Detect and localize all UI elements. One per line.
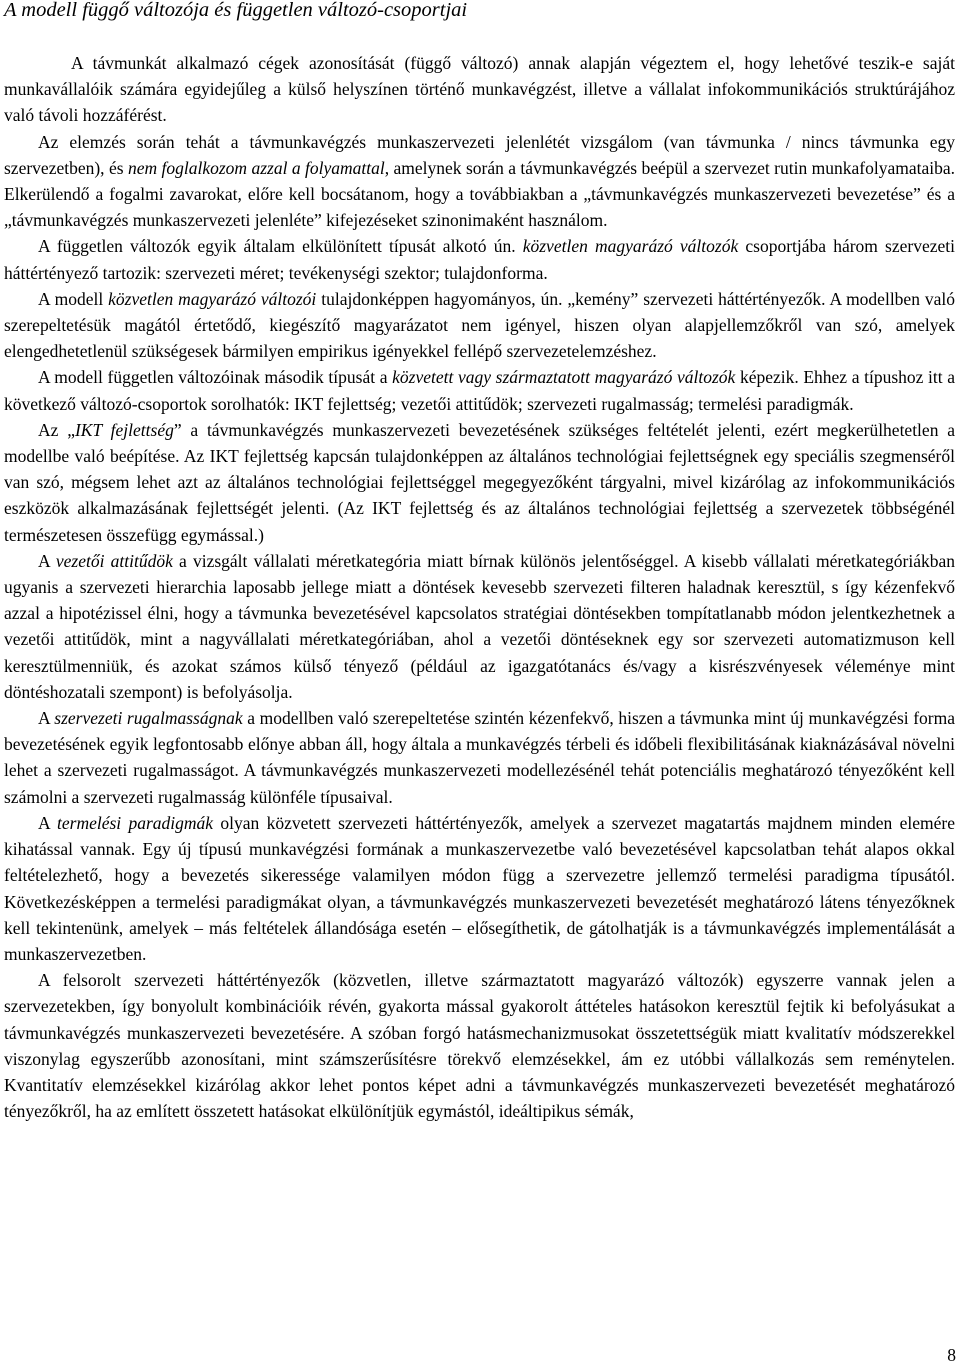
italic-term: közvetlen magyarázó változók: [522, 236, 739, 257]
text-run: A felsorolt szervezeti háttértényezők (közvetlen, illetve származtatott magyarázó változók) egyszerre vannak jelen a szervezetekben, így bonyolult kombinációik révén, gyakorta mással gyakorolt áttételes hatásokon keresztül fejtik ki befolyásukat a távmunkavégzés munkaszervezeti bevezetésére. A szóban forgó hatásmechanizmusokat összetettségük miatt kvalitatív módszerekkel viszonylag egyszerűbb azonosítani, mint számszerűsítésre törekvő elemzésekkel, ám ez utóbbi vállalkozás sem reménytelen. Kvantitatív elemzésekkel kizárólag akkor lehet pontos képet adni a távmunkavégzés munkaszervezeti bevezetését meghatározó tényezőkről, ha az említett összetett hatásokat elkülönítjük egymástól, ideáltipikus sémák,: [4, 970, 955, 1122]
text-run: Az „: [38, 419, 75, 440]
text-run: A: [38, 708, 55, 729]
paragraph: [4, 548, 955, 705]
body-text: [4, 50, 955, 1124]
paragraph: [4, 286, 955, 365]
text-run: a vizsgált vállalati méretkategória miatt bírnak különös jelentőséggel. A kisebb vállalati méretkategóriákban ugyanis a szervezeti hierarchia laposabb jellege miatt a döntések kevesebb szervezeti filteren haladnak keresztül, s így kézenfekvő azzal a hipotézissel élni, hogy a távmunka bevezetésével kapcsolatos stratégiai döntésekben tompítatlanabb módon jelentkezhetnek a vezetői attitűdök, mint a nagyvállalati méretkategóriában, ahol a vezetői döntéseknek egy sor szervezeti automatizmuson kell keresztülmenniük, és azokat számos külső tényező (például az igazgatótanács és/vagy a kisrészvényesek véleménye mint döntéshozatali szempont) is befolyásolja.: [4, 550, 955, 702]
paragraph: [4, 705, 955, 810]
italic-term: nem foglalkozom azzal a folyamattal: [127, 157, 385, 178]
paragraph: [4, 810, 955, 967]
text-run: A: [38, 812, 58, 833]
paragraph: [4, 233, 955, 285]
text-run: , amelynek során a távmunkavégzés beépül a szervezet rutin munkafolyamataiba. Elkerülendő a fogalmi zavarokat, előre kell bocsátanom, hogy a továbbiakban a „távmunkavégzés munkaszervezeti bevezetése” és a „távmunkavégzés munkaszervezeti jelenléte” kifejezéseket szinonimaként használom.: [4, 157, 955, 231]
text-run: A távmunkát alkalmazó cégek azonosítását (függő változó) annak alapján végeztem el, hogy lehetővé teszik-e saját munkavállalóik számára egyidejűleg a külső helyszínen történő munkavégzést, illetve a vállalat infokommunikációs struktúrájához való távoli hozzáférést.: [4, 53, 955, 126]
paragraph: [4, 129, 955, 234]
italic-term: termelési paradigmák: [57, 812, 214, 833]
text-run: képezik. Ehhez a típushoz itt a következő változó-csoportok sorolhatók: IKT fejlettség; vezetői attitűdök; szervezeti rugalmasság; termelési paradigmák.: [4, 367, 956, 414]
italic-term: közvetlen magyarázó változói: [108, 288, 317, 309]
italic-term: közvetett vagy származtatott magyarázó változók: [392, 367, 736, 388]
text-run: tulajdonképpen hagyományos, ún. „kemény” szervezeti háttértényezők. A modellben való szerepeltetésük magától értetődő, kiegészítő magyarázatot nem igényel, hiszen olyan alapjellemzőkről van szó, amelyek elengedhetetlenül szükségesek bármilyen empirikus igényekkel fellépő szervezetelemzéshez.: [4, 288, 956, 362]
paragraph: [4, 364, 955, 416]
paragraph: [4, 50, 955, 129]
italic-term: IKT fejlettség: [74, 419, 174, 440]
page-number: 8: [947, 1345, 956, 1365]
italic-term: vezetői attitűdök: [55, 550, 173, 571]
paragraph: [4, 417, 955, 548]
text-run: olyan közvetett szervezeti háttértényezők, amelyek a szervezet magatartás majdnem minden elemére kihatással vannak. Egy új típusú munkavégzési formának a munkaszervezetbe való bevezetésével kapcsolatban tehát alapos okkal feltételezhető, hogy a bevezetés sikeressége valamilyen módon függ a szervezetre jellemző termelési paradigma típusától. Következésképpen a termelési paradigmákat olyan, a távmunkavégzés munkaszervezeti bevezetését meghatározó látens tényezőknek kell tekintenünk, amelyek – más feltételek állandósága esetén – elősegíthetik, de gátolhatják is a távmunkavégzés implementálását a munkaszervezetben.: [4, 812, 955, 964]
text-run: A modell független változóinak második típusát a: [38, 367, 393, 388]
italic-term: szervezeti rugalmasságnak: [54, 708, 243, 729]
text-run: A modell: [38, 288, 109, 309]
text-run: A független változók egyik általam elkülönített típusát alkotó ún.: [38, 236, 523, 257]
text-run: A: [38, 550, 56, 571]
text-run: csoportjába három szervezeti háttértényező tartozik: szervezeti méret; tevékenységi szektor; tulajdonforma.: [4, 236, 955, 283]
text-run: ” a távmunkavégzés munkaszervezeti bevezetésének szükséges feltételét jelenti, ezért megkerülhetetlen a modellbe való beépítése. Az IKT fejlettség kapcsán tulajdonképpen az általános technológiai fejlettségnek egy speciális szegmenséről van szó, mégsem lehet azt az általános technológiai fejlettséggel megegyezőként tárgyalni, mivel kizárólag az infokommunikációs eszközök alkalmazásának fejlettségét jelenti. (Az IKT fejlettség és az általános technológiai fejlettség a szervezetek többségénél természetesen összefügg egymással.): [4, 419, 955, 545]
text-run: a modellben való szerepeltetése szintén kézenfekvő, hiszen a távmunka mint új munkavégzési forma bevezetésének egyik legfontosabb előnye abban áll, hogy általa a munkavégzés térbeli és időbeli flexibilitásának kiaknázásával növelni lehet a szervezeti rugalmasságot. A távmunkavégzés munkaszervezeti modellezésénél tehát potenciális meghatározó tényezőként kell számolni a szervezeti rugalmasság különféle típusaival.: [4, 708, 955, 807]
section-heading: A modell függő változója és független változó-csoportjai: [4, 0, 468, 21]
paragraph: [4, 967, 955, 1124]
text-run: Az elemzés során tehát a távmunkavégzés munkaszervezeti jelenlétét vizsgálom (van távmunka / nincs távmunka egy szervezetben), és: [4, 131, 955, 178]
